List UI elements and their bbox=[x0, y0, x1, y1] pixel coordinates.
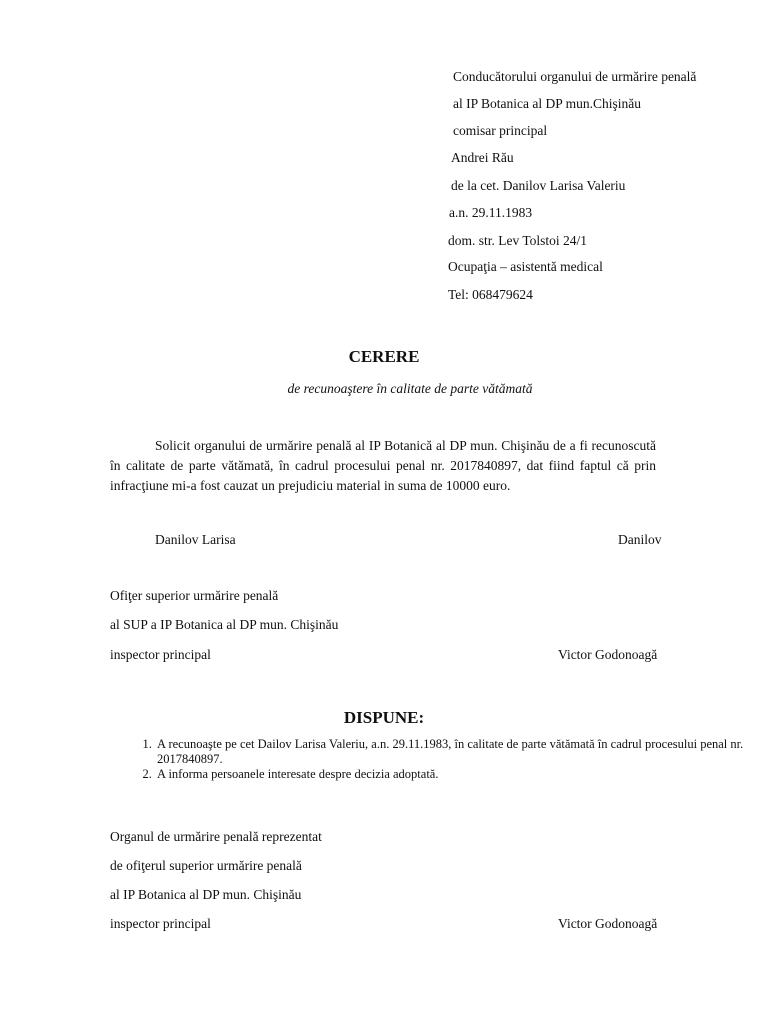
applicant-name: Danilov Larisa bbox=[155, 532, 236, 547]
closing-line: Organul de urmărire penală reprezentat bbox=[110, 829, 322, 844]
decision-heading: DISPUNE: bbox=[343, 708, 425, 727]
closing-line: de ofiţerul superior urmărire penală bbox=[110, 858, 302, 873]
closing-officer-name: Victor Godonoagă bbox=[558, 916, 658, 931]
applicant-signature: Danilov bbox=[618, 532, 662, 547]
addressee-line: Conducătorului organului de urmărire penală bbox=[453, 69, 697, 84]
request-paragraph bbox=[110, 436, 656, 496]
addressee-line: Andrei Rău bbox=[451, 150, 514, 165]
officer-unit: al SUP a IP Botanica al DP mun. Chişinău bbox=[110, 617, 339, 632]
decision-item: 1. A recunoaşte pe cet Dailov Larisa Valeriu, a.n. 29.11.1983, în calitate de parte vătămată în cadrul procesului penal nr. 2017840897. bbox=[155, 737, 765, 767]
addressee-line: dom. str. Lev Tolstoi 24/1 bbox=[448, 233, 588, 248]
closing-line: al IP Botanica al DP mun. Chişinău bbox=[110, 887, 302, 902]
decision-list bbox=[110, 737, 765, 782]
officer-rank: inspector principal bbox=[110, 647, 211, 662]
officer-name: Victor Godonoagă bbox=[558, 647, 658, 662]
request-text: Solicit organului de urmărire penală al IP Botanică al DP mun. Chişinău de a fi recunoscută în calitate de parte vătămată, în cadrul procesului penal nr. 2017840897, dat fiind faptul că prin infracţiune mi-a fost cauzat un prejudiciu material in suma de 10000 euro. bbox=[110, 438, 656, 493]
addressee-line: comisar principal bbox=[453, 123, 548, 138]
addressee-line: Ocupaţia – asistentă medical bbox=[448, 259, 603, 274]
document-title: CERERE bbox=[348, 347, 420, 366]
decision-item: 2. A informa persoanele interesate despre decizia adoptată. bbox=[155, 767, 765, 782]
closing-rank: inspector principal bbox=[110, 916, 211, 931]
officer-title: Ofiţer superior urmărire penală bbox=[110, 588, 279, 603]
addressee-line: al IP Botanica al DP mun.Chişinău bbox=[453, 96, 641, 111]
addressee-line: Tel: 068479624 bbox=[448, 287, 533, 302]
addressee-line: de la cet. Danilov Larisa Valeriu bbox=[451, 178, 626, 193]
addressee-line: a.n. 29.11.1983 bbox=[449, 205, 533, 220]
document-subtitle: de recunoaştere în calitate de parte vătămată bbox=[287, 381, 533, 396]
